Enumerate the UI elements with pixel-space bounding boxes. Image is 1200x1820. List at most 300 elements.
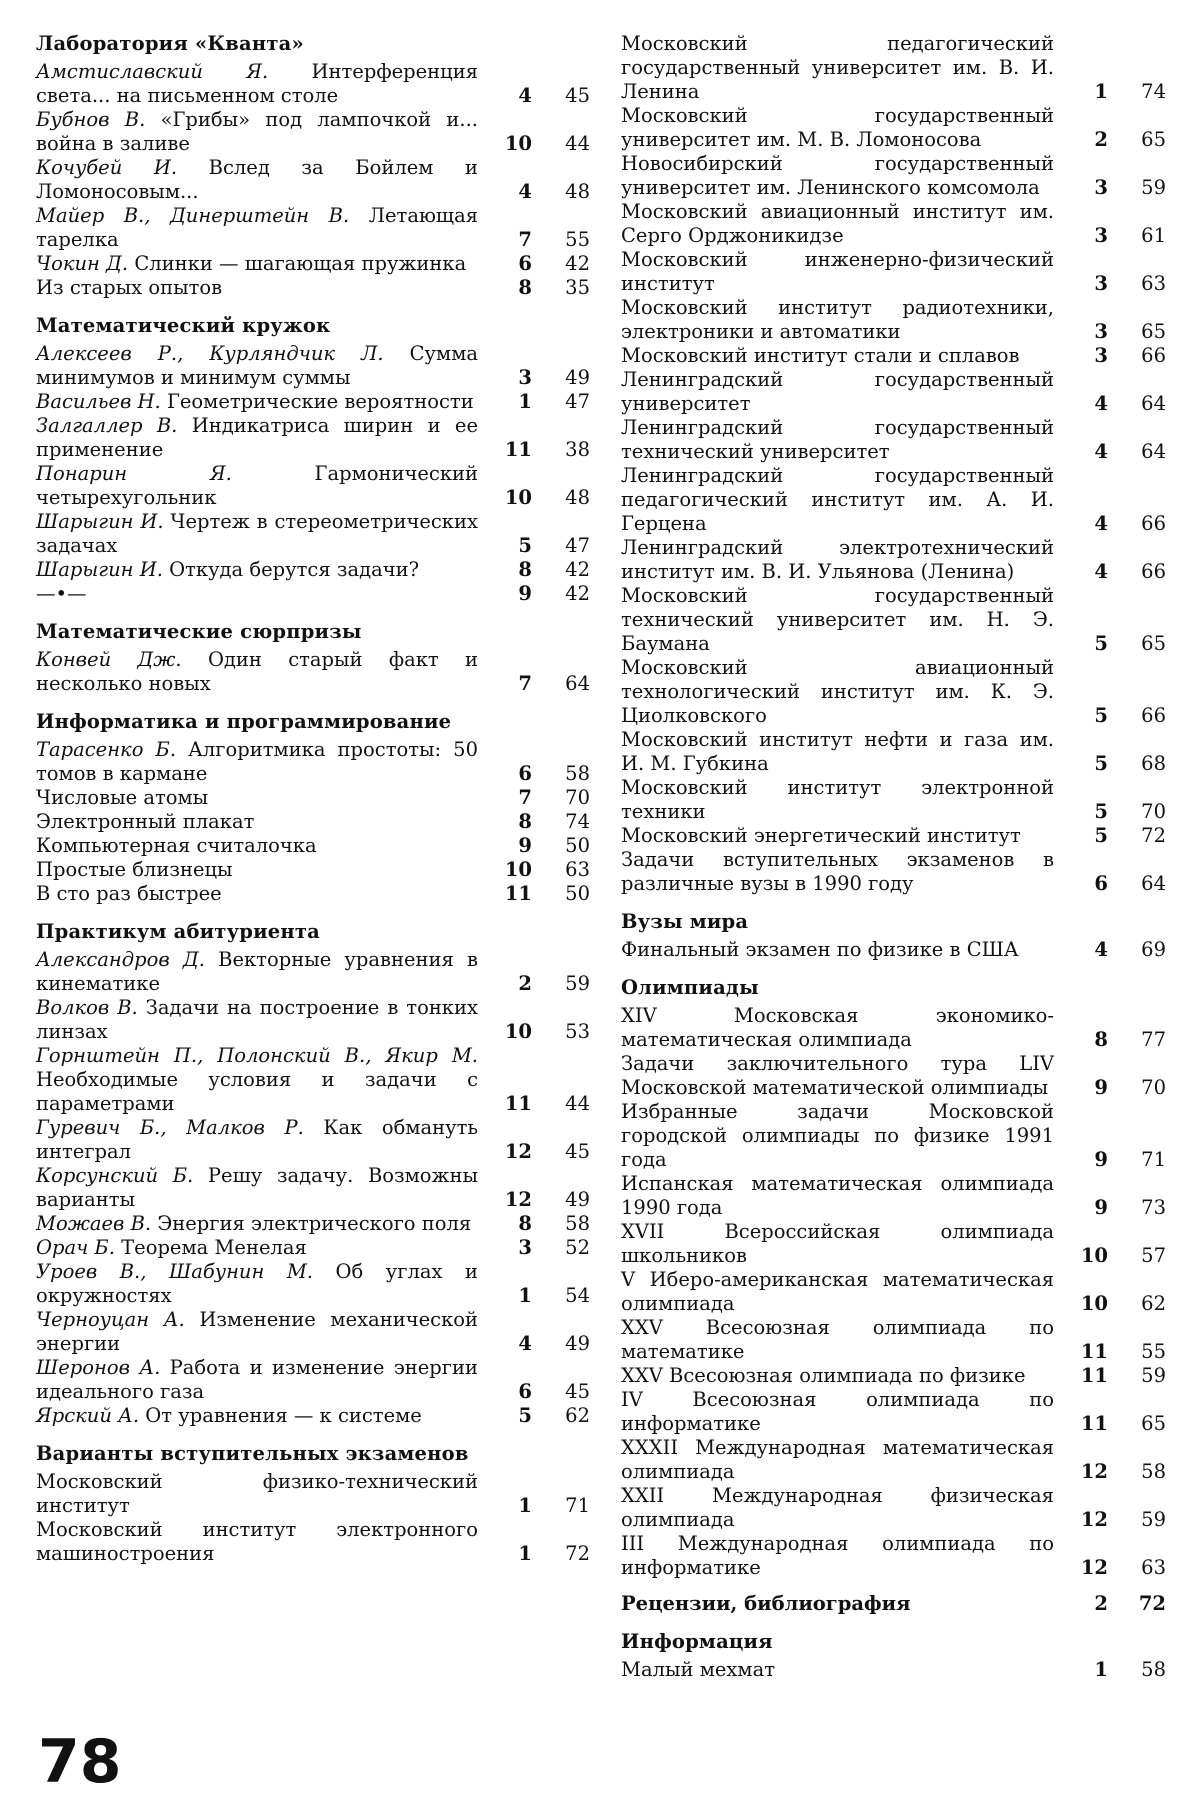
entry-page: 49 [565,1332,590,1355]
entry-author: Майер В., Динерштейн В. [36,204,350,227]
entry-text [621,1532,1064,1580]
entry-title: Задачи заключительного тура LIV Московской математической олимпиады [621,1052,1054,1099]
entry-page: 63 [1141,272,1166,295]
entry-page: 52 [565,1236,590,1259]
entry-text [36,204,488,252]
toc-entry [621,1364,1166,1388]
entry-issue: 1 [1094,80,1108,103]
entry-text [621,1052,1064,1100]
toc-entry [621,1004,1166,1052]
toc-entry [36,60,590,108]
entry-issue: 8 [1094,1028,1108,1051]
entry-issue: 1 [518,390,532,413]
entry-title: Малый мехмат [621,1658,775,1681]
toc-entry [621,938,1166,962]
entry-title: XXXII Международная математическая олимпиада [621,1436,1054,1483]
section-heading: Варианты вступительных экзаменов [36,1442,469,1465]
entry-title: Московский педагогический государственный университет им. В. И. Ленина [621,32,1054,103]
entry-issue: 12 [1080,1556,1108,1579]
entry-author: Волков В. [36,996,138,1019]
entry-text [621,776,1064,824]
entry-issue: 4 [1094,392,1108,415]
entry-text [36,1044,488,1116]
entry-issue: 12 [504,1188,532,1211]
entry-text [36,510,488,558]
entry-issue: 4 [1094,440,1108,463]
toc-entry [36,108,590,156]
toc-entry [36,342,590,390]
entry-issue: 5 [518,1404,532,1427]
entry-issue: 3 [1094,320,1108,343]
entry-issue: 4 [518,1332,532,1355]
entry-page: 45 [565,1140,590,1163]
entry-title: Геометрические вероятности [166,390,474,413]
toc-entry [621,536,1166,584]
entry-page: 44 [565,1092,590,1115]
entry-text [36,648,488,696]
toc-entry [621,464,1166,536]
entry-title: XXII Международная физическая олимпиада [621,1484,1054,1531]
entry-text [36,156,488,204]
toc-entry [621,1532,1166,1580]
entry-author: Уроев В., Шабунин М. [36,1260,313,1283]
entry-text [36,1164,488,1212]
entry-page: 72 [1141,824,1166,847]
entry-issue: 4 [1094,560,1108,583]
entry-page: 38 [565,438,590,461]
entry-page: 54 [565,1284,590,1307]
section-heading: Математические сюрпризы [36,620,362,643]
entry-page: 48 [565,180,590,203]
toc-entry [36,996,590,1044]
entry-page: 53 [565,1020,590,1043]
entry-text [36,60,488,108]
entry-text [621,1364,1064,1388]
entry-title: Испанская математическая олимпиада 1990 года [621,1172,1054,1219]
toc-entry [36,156,590,204]
entry-page: 77 [1141,1028,1166,1051]
entry-author: Бубнов В. [36,108,146,131]
toc-entry [36,204,590,252]
entry-page: 55 [565,228,590,251]
entry-text [36,858,488,882]
entry-author: Корсунский Б. [36,1164,194,1187]
entry-issue: 7 [518,228,532,251]
entry-author: Шеронов А. [36,1356,161,1379]
left-column [36,32,590,1566]
entry-text [621,32,1064,104]
entry-text [36,834,488,858]
entry-page: 68 [1141,752,1166,775]
toc-entry [36,252,590,276]
entry-issue: 11 [1080,1412,1108,1435]
entry-page: 65 [1141,1412,1166,1435]
entry-text [621,1388,1064,1436]
entry-page: 47 [565,534,590,557]
toc-entry [621,368,1166,416]
entry-title: Как обмануть интеграл [36,1116,478,1163]
entry-title: Ленинградский электротехнический институт им. В. И. Ульянова (Ленина) [621,536,1054,583]
entry-page: 65 [1141,632,1166,655]
toc-entry [621,1658,1166,1682]
entry-issue: 7 [518,672,532,695]
toc-entry [36,1308,590,1356]
entry-issue: 10 [504,486,532,509]
entry-title: Московский государственный университет им. М. В. Ломоносова [621,104,1054,151]
entry-text [36,462,488,510]
entry-text [621,248,1064,296]
toc-entry [36,738,590,786]
entry-author: Тарасенко Б. [36,738,177,761]
entry-title: Московский институт радиотехники, электроники и автоматики [621,296,1054,343]
toc-entry [621,1100,1166,1172]
entry-issue: 9 [518,582,532,605]
toc-entry [621,1268,1166,1316]
entry-title: III Международная олимпиада по информатике [621,1532,1054,1579]
entry-text [621,728,1064,776]
entry-issue: 8 [518,810,532,833]
entry-issue: 3 [518,366,532,389]
entry-author: Горнштейн П., Полонский В., Якир М. [36,1044,478,1067]
toc-entry [621,248,1166,296]
entry-title: Векторные уравнения в кинематике [36,948,478,995]
toc-entry [36,510,590,558]
entry-text [36,810,488,834]
section-heading: Информация [621,1630,773,1653]
entry-text [621,104,1064,152]
entry-page: 55 [1141,1340,1166,1363]
entry-text [621,296,1064,344]
entry-text [36,948,488,996]
entry-issue: 6 [518,252,532,275]
entry-text [36,108,488,156]
entry-title: Один старый факт и несколько новых [36,648,478,695]
entry-issue: 4 [1094,938,1108,961]
entry-text [36,582,488,606]
entry-title: Московский институт нефти и газа им. И. М. Губкина [621,728,1054,775]
toc-entry [621,104,1166,152]
entry-title: Московский авиационный институт им. Серго Орджоникидзе [621,200,1054,247]
entry-title: Простые близнецы [36,858,233,881]
entry-author: Орач Б. [36,1236,115,1259]
entry-text [36,1356,488,1404]
entry-issue: 1 [1094,1658,1108,1681]
entry-issue: 10 [1080,1244,1108,1267]
entry-title: Рецензии, библиография [621,1592,911,1615]
entry-title: Вслед за Бойлем и Ломоносовым... [36,156,479,203]
entry-text [621,1268,1064,1316]
entry-page: 74 [1141,80,1166,103]
entry-text [36,342,488,390]
entry-page: 45 [565,84,590,107]
entry-issue: 9 [1094,1196,1108,1219]
toc-entry [621,200,1166,248]
entry-text [36,1236,488,1260]
entry-page: 62 [565,1404,590,1427]
toc-entry [36,786,590,810]
entry-text [621,1316,1064,1364]
entry-page: 45 [565,1380,590,1403]
entry-author: Александров Д. [36,948,205,971]
toc-entry [36,1518,590,1566]
entry-text [36,558,488,582]
toc-entry [36,1356,590,1404]
entry-text [36,1470,488,1518]
section-heading: Олимпиады [621,976,759,999]
entry-title: В сто раз быстрее [36,882,222,905]
entry-title: Гармонический четырехугольник [36,462,479,509]
entry-page: 73 [1141,1196,1166,1219]
entry-issue: 4 [1094,512,1108,535]
entry-issue: 1 [518,1542,532,1565]
entry-text [621,200,1064,248]
toc-entry [621,1220,1166,1268]
toc-entry [621,584,1166,656]
entry-issue: 3 [1094,176,1108,199]
entry-title: Слинки — шагающая пружинка [134,252,467,275]
entry-issue: 10 [504,132,532,155]
entry-issue: 11 [1080,1364,1108,1387]
toc-entry [36,1164,590,1212]
entry-title: Компьютерная считалочка [36,834,317,857]
entry-title: XXV Всесоюзная олимпиада по математике [621,1316,1054,1363]
entry-page: 49 [565,1188,590,1211]
entry-title: Московский инженерно-физический институт [621,248,1054,295]
entry-page: 71 [565,1494,590,1517]
toc-entry [621,416,1166,464]
toc-entry [36,1044,590,1116]
entry-page: 66 [1141,512,1166,535]
entry-issue: 10 [504,1020,532,1043]
toc-entry [36,558,590,582]
entry-page: 59 [1141,176,1166,199]
entry-issue: 5 [1094,632,1108,655]
entry-text [621,1484,1064,1532]
entry-page: 70 [1141,800,1166,823]
entry-title: Новосибирский государственный университет им. Ленинского комсомола [621,152,1054,199]
toc-entry [36,858,590,882]
entry-issue: 12 [504,1140,532,1163]
toc-entry [36,1212,590,1236]
entry-title: Ленинградский государственный технический университет [621,416,1054,463]
entry-title: Числовые атомы [36,786,209,809]
entry-title: Московский энергетический институт [621,824,1021,847]
entry-text [36,738,488,786]
entry-title: Решу задачу. Возможны варианты [36,1164,479,1211]
entry-title: Летающая тарелка [36,204,478,251]
toc-entry [621,1052,1166,1100]
entry-author: Алексеев Р., Курляндчик Л. [36,342,384,365]
entry-text [36,390,488,414]
entry-text [621,1220,1064,1268]
entry-issue: 5 [1094,704,1108,727]
toc-entry [621,848,1166,896]
entry-page: 48 [565,486,590,509]
entry-text [621,344,1064,368]
entry-author: Амстиславский Я. [36,60,269,83]
entry-page: 58 [565,1212,590,1235]
toc-entry [621,1172,1166,1220]
entry-title: V Иберо-американская математическая олимпиада [621,1268,1054,1315]
entry-issue: 8 [518,558,532,581]
entry-page: 72 [565,1542,590,1565]
entry-text [621,584,1064,656]
toc-entry [36,1470,590,1518]
entry-text [621,1436,1064,1484]
toc-entry [621,1592,1166,1616]
entry-title: —•— [36,582,87,605]
entry-title: Задачи на построение в тонких линзах [36,996,478,1043]
toc-entry [36,462,590,510]
entry-issue: 7 [518,786,532,809]
entry-issue: 11 [504,438,532,461]
entry-text [36,1116,488,1164]
toc-entry [621,776,1166,824]
entry-issue: 5 [1094,800,1108,823]
entry-title: Алгоритмика простоты: 50 томов в кармане [36,738,478,785]
entry-page: 42 [565,558,590,581]
entry-page: 47 [565,390,590,413]
toc-entry [36,882,590,906]
entry-issue: 12 [1080,1460,1108,1483]
entry-issue: 2 [518,972,532,995]
entry-text [36,786,488,810]
entry-title: Московский физико-технический институт [36,1470,478,1517]
toc-entry [36,276,590,300]
entry-page: 44 [565,132,590,155]
entry-page: 66 [1141,344,1166,367]
entry-title: Ленинградский государственный университет [621,368,1054,415]
entry-page: 59 [1141,1364,1166,1387]
entry-issue: 10 [1080,1292,1108,1315]
entry-author: Можаев В. [36,1212,152,1235]
entry-title: Работа и изменение энергии идеального газа [36,1356,478,1403]
entry-issue: 8 [518,276,532,299]
entry-issue: 12 [1080,1508,1108,1531]
entry-text [621,368,1064,416]
entry-page: 63 [1141,1556,1166,1579]
toc-entry [36,1404,590,1428]
entry-author: Шарыгин И. [36,558,163,581]
entry-title: Сумма минимумов и минимум суммы [36,342,478,389]
toc-entry [36,1260,590,1308]
entry-page: 50 [565,834,590,857]
entry-title: Электронный плакат [36,810,255,833]
section-heading: Практикум абитуриента [36,920,320,943]
toc-entry [36,582,590,606]
toc-entry [36,948,590,996]
entry-issue: 9 [518,834,532,857]
entry-title: Об углах и окружностях [36,1260,478,1307]
entry-page: 64 [1141,440,1166,463]
section-heading: Лаборатория «Кванта» [36,32,304,55]
entry-issue: 8 [518,1212,532,1235]
right-column [621,32,1166,1682]
entry-issue: 5 [1094,752,1108,775]
entry-title: Теорема Менелая [121,1236,307,1259]
entry-page: 70 [565,786,590,809]
entry-title: Ленинградский государственный педагогический институт им. А. И. Герцена [621,464,1054,535]
entry-issue: 11 [504,1092,532,1115]
toc-entry [621,1484,1166,1532]
entry-author: Конвей Дж. [36,648,182,671]
entry-text [36,1308,488,1356]
entry-page: 50 [565,882,590,905]
entry-page: 58 [1141,1460,1166,1483]
entry-page: 66 [1141,704,1166,727]
entry-title: Чертеж в стереометрических задачах [36,510,478,557]
toc-entry [621,152,1166,200]
toc-entry [621,728,1166,776]
entry-issue: 1 [518,1284,532,1307]
entry-title: Московский авиационный технологический институт им. К. Э. Циолковского [621,656,1054,727]
entry-page: 62 [1141,1292,1166,1315]
entry-page: 35 [565,276,590,299]
entry-text [621,656,1064,728]
entry-text [36,276,488,300]
entry-page: 65 [1141,320,1166,343]
entry-page: 58 [1141,1658,1166,1681]
entry-text [621,464,1064,536]
entry-text [621,938,1064,962]
entry-page: 49 [565,366,590,389]
entry-text [36,414,488,462]
entry-text [36,1404,488,1428]
entry-page: 63 [565,858,590,881]
entry-issue: 3 [1094,272,1108,295]
toc-entry [621,1388,1166,1436]
toc-entry [621,32,1166,104]
entry-title: От уравнения — к системе [145,1404,422,1427]
entry-page: 59 [1141,1508,1166,1531]
toc-entry [36,390,590,414]
entry-issue: 9 [1094,1148,1108,1171]
entry-title: Энергия электрического поля [157,1212,472,1235]
entry-page: 59 [565,972,590,995]
toc-entry [621,1316,1166,1364]
entry-issue: 6 [518,1380,532,1403]
entry-page: 65 [1141,128,1166,151]
entry-issue: 3 [1094,224,1108,247]
entry-title: Индикатриса ширин и ее применение [36,414,478,461]
entry-issue: 5 [1094,824,1108,847]
entry-text [621,1658,1064,1682]
entry-text [621,536,1064,584]
entry-author: Васильев Н. [36,390,161,413]
entry-page: 64 [565,672,590,695]
entry-text [36,1260,488,1308]
entry-page: 72 [1138,1592,1166,1615]
entry-title: «Грибы» под лампочкой и... война в заливе [36,108,478,155]
entry-page: 57 [1141,1244,1166,1267]
entry-text [36,1518,488,1566]
section-heading: Информатика и программирование [36,710,452,733]
section-heading: Вузы мира [621,910,749,933]
entry-text [36,882,488,906]
entry-title: XXV Всесоюзная олимпиада по физике [621,1364,1026,1387]
entry-page: 74 [565,810,590,833]
entry-issue: 6 [518,762,532,785]
entry-title: IV Всесоюзная олимпиада по информатике [621,1388,1054,1435]
entry-text [621,824,1064,848]
entry-page: 66 [1141,560,1166,583]
entry-issue: 3 [1094,344,1108,367]
toc-entry [36,1116,590,1164]
entry-page: 71 [1141,1148,1166,1171]
entry-page: 61 [1141,224,1166,247]
entry-issue: 2 [1094,128,1108,151]
entry-issue: 10 [504,858,532,881]
